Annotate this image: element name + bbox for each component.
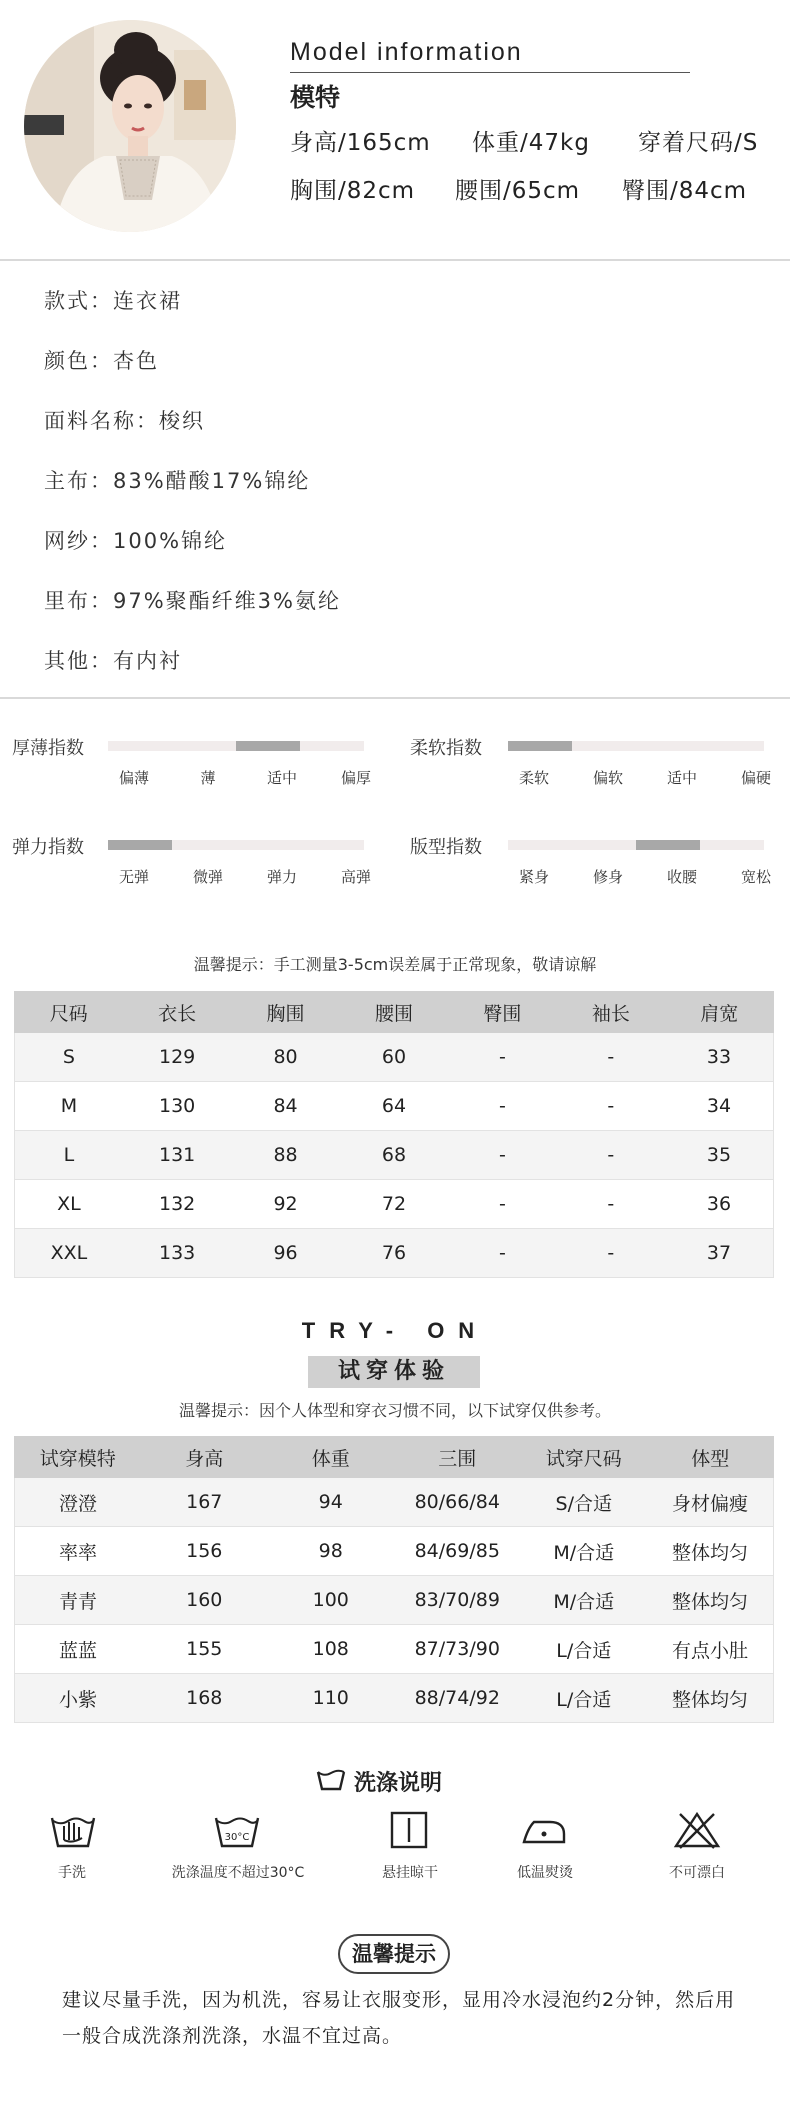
table-cell: 130 (123, 1082, 231, 1131)
size-row (15, 1229, 774, 1278)
column-header: 腰围 (340, 992, 448, 1033)
attr-style: 款式：连衣裙 (44, 289, 182, 313)
table-cell: - (557, 1082, 665, 1131)
table-cell: 整体均匀 (647, 1576, 774, 1625)
index-option: 高弹 (340, 868, 372, 886)
table-cell: 青青 (15, 1576, 142, 1625)
wash-label-hang-dry: 悬挂晾干 (382, 1865, 438, 1881)
table-cell: 68 (340, 1131, 448, 1180)
table-cell: 37 (665, 1229, 773, 1278)
column-header: 衣长 (123, 992, 231, 1033)
table-cell: 60 (340, 1033, 448, 1082)
table-cell: 131 (123, 1131, 231, 1180)
wash-basin-icon (316, 1769, 346, 1793)
divider (0, 259, 790, 261)
table-cell: 156 (141, 1527, 268, 1576)
table-cell: 身材偏瘦 (647, 1478, 774, 1527)
table-cell: 160 (141, 1576, 268, 1625)
low-iron-icon (520, 1810, 570, 1850)
table-cell: L/合适 (521, 1625, 648, 1674)
model-weight: 体重/47kg (472, 130, 590, 156)
tryon-row (15, 1527, 774, 1576)
attr-lining: 里布：97%聚酯纤维3%氨纶 (44, 589, 341, 613)
index-track (108, 840, 364, 850)
column-header: 体重 (268, 1437, 395, 1478)
index-selected-fill (236, 741, 300, 751)
wash-temperature-icon (212, 1810, 262, 1850)
table-cell: 96 (231, 1229, 339, 1278)
table-cell: 72 (340, 1180, 448, 1229)
index-option: 适中 (666, 769, 698, 787)
tips-text: 建议尽量手洗，因为机洗，容易让衣服变形，显用冷水浸泡约2分钟，然后用一般合成洗涤剂洗涤，水温不宜过高。 (62, 1989, 736, 2047)
table-cell: 100 (268, 1576, 395, 1625)
table-cell: 36 (665, 1180, 773, 1229)
tryon-row (15, 1576, 774, 1625)
attr-main-fabric: 主布：83%醋酸17%锦纶 (44, 469, 311, 493)
no-bleach-icon (672, 1810, 722, 1850)
index-option: 弹力 (266, 868, 298, 886)
table-cell: M (15, 1082, 123, 1131)
index-option: 修身 (592, 868, 624, 886)
index-option: 适中 (266, 769, 298, 787)
table-cell: XXL (15, 1229, 123, 1278)
attr-color: 颜色：杏色 (44, 349, 159, 373)
tips-title: 温馨提示 (338, 1934, 450, 1974)
model-bust: 胸围/82cm (290, 178, 416, 204)
table-cell: 84 (231, 1082, 339, 1131)
table-cell: 64 (340, 1082, 448, 1131)
table-cell: 94 (268, 1478, 395, 1527)
column-header: 袖长 (557, 992, 665, 1033)
table-cell: 35 (665, 1131, 773, 1180)
table-cell: 129 (123, 1033, 231, 1082)
table-cell: - (448, 1033, 556, 1082)
index-label: 弹力指数 (12, 837, 84, 858)
wash-temp-text: 30°C (224, 1832, 250, 1843)
index-option: 柔软 (518, 769, 550, 787)
table-cell: 80 (231, 1033, 339, 1082)
attr-mesh: 网纱：100%锦纶 (44, 529, 228, 553)
index-option: 宽松 (740, 868, 772, 886)
table-cell: XL (15, 1180, 123, 1229)
table-cell: 110 (268, 1674, 395, 1723)
index-label: 厚薄指数 (12, 738, 84, 759)
size-table (14, 991, 774, 1278)
index-option: 偏厚 (340, 769, 372, 787)
index-track (508, 741, 764, 751)
column-header: 身高 (141, 1437, 268, 1478)
index-option: 紧身 (518, 868, 550, 886)
size-row (15, 1180, 774, 1229)
index-option: 收腰 (666, 868, 698, 886)
table-cell: 88/74/92 (394, 1674, 521, 1723)
table-cell: M/合适 (521, 1576, 648, 1625)
tryon-note: 温馨提示：因个人体型和穿衣习惯不同，以下试穿仅供参考。 (178, 1401, 611, 1420)
table-cell: 167 (141, 1478, 268, 1527)
wash-label-iron: 低温熨烫 (517, 1865, 573, 1881)
index-option: 偏薄 (118, 769, 150, 787)
table-cell: 76 (340, 1229, 448, 1278)
table-cell: 整体均匀 (647, 1674, 774, 1723)
column-header: 体型 (647, 1437, 774, 1478)
column-header: 试穿模特 (15, 1437, 142, 1478)
table-cell: 88 (231, 1131, 339, 1180)
hand-wash-icon (48, 1810, 98, 1850)
washing-title: 洗涤说明 (354, 1770, 443, 1796)
table-cell: 澄澄 (15, 1478, 142, 1527)
tryon-title-en: TRY- ON (301, 1318, 489, 1343)
index-option: 无弹 (118, 868, 150, 886)
table-cell: 132 (123, 1180, 231, 1229)
tryon-row (15, 1674, 774, 1723)
table-cell: S/合适 (521, 1478, 648, 1527)
tryon-title-cn: 试穿体验 (308, 1356, 480, 1388)
size-table-header (15, 992, 774, 1033)
table-cell: - (448, 1131, 556, 1180)
table-cell: 有点小肚 (647, 1625, 774, 1674)
table-cell: - (448, 1180, 556, 1229)
index-selected-fill (108, 840, 172, 850)
table-cell: M/合适 (521, 1527, 648, 1576)
size-row (15, 1082, 774, 1131)
index-track (108, 741, 364, 751)
tryon-row (15, 1478, 774, 1527)
table-cell: - (448, 1229, 556, 1278)
attr-fabric-name: 面料名称：梭织 (44, 409, 205, 433)
model-size: 穿着尺码/S (638, 130, 759, 156)
table-cell: 整体均匀 (647, 1527, 774, 1576)
table-cell: - (448, 1082, 556, 1131)
table-cell: - (557, 1033, 665, 1082)
index-label: 柔软指数 (410, 738, 482, 759)
wash-label-temperature: 洗涤温度不超过30°C (171, 1865, 305, 1881)
size-row (15, 1131, 774, 1180)
index-option: 薄 (200, 769, 216, 787)
model-photo-illustration (24, 20, 236, 232)
column-header: 臀围 (448, 992, 556, 1033)
column-header: 尺码 (15, 992, 123, 1033)
hang-dry-icon (384, 1810, 434, 1850)
index-selected-fill (636, 840, 700, 850)
wash-label-no-bleach: 不可漂白 (669, 1865, 725, 1881)
table-cell: 34 (665, 1082, 773, 1131)
table-cell: 83/70/89 (394, 1576, 521, 1625)
table-cell: - (557, 1131, 665, 1180)
table-cell: 33 (665, 1033, 773, 1082)
column-header: 肩宽 (665, 992, 773, 1033)
table-cell: 168 (141, 1674, 268, 1723)
table-cell: L/合适 (521, 1674, 648, 1723)
tryon-table (14, 1436, 774, 1723)
tryon-table-header (15, 1437, 774, 1478)
index-track (508, 840, 764, 850)
table-cell: 蓝蓝 (15, 1625, 142, 1674)
tryon-row (15, 1625, 774, 1674)
size-row (15, 1033, 774, 1082)
table-cell: - (557, 1180, 665, 1229)
table-cell: 84/69/85 (394, 1527, 521, 1576)
column-header: 胸围 (231, 992, 339, 1033)
index-option: 微弹 (192, 868, 224, 886)
index-option: 偏软 (592, 769, 624, 787)
model-waist: 腰围/65cm (455, 178, 581, 204)
attr-other: 其他：有内衬 (44, 649, 182, 673)
wash-label-hand: 手洗 (58, 1865, 86, 1881)
model-height: 身高/165cm (290, 130, 431, 156)
column-header: 试穿尺码 (521, 1437, 648, 1478)
table-cell: L (15, 1131, 123, 1180)
column-header: 三围 (394, 1437, 521, 1478)
model-avatar (24, 20, 236, 232)
washing-header (316, 1766, 442, 1796)
divider (0, 697, 790, 699)
model-title-en: Model information (290, 38, 523, 66)
table-cell: 率率 (15, 1527, 142, 1576)
model-hip: 臀围/84cm (622, 178, 748, 204)
index-selected-fill (508, 741, 572, 751)
table-cell: 133 (123, 1229, 231, 1278)
table-cell: 98 (268, 1527, 395, 1576)
index-option: 偏硬 (740, 769, 772, 787)
table-cell: 87/73/90 (394, 1625, 521, 1674)
size-note: 温馨提示：手工测量3-5cm误差属于正常现象，敬请谅解 (193, 955, 597, 974)
table-cell: - (557, 1229, 665, 1278)
table-cell: 小紫 (15, 1674, 142, 1723)
model-info-section (0, 0, 790, 262)
table-cell: 92 (231, 1180, 339, 1229)
model-title-cn: 模特 (290, 83, 341, 112)
table-cell: 108 (268, 1625, 395, 1674)
table-cell: 80/66/84 (394, 1478, 521, 1527)
index-label: 版型指数 (410, 837, 482, 858)
table-cell: 155 (141, 1625, 268, 1674)
model-title-underline (290, 72, 690, 73)
table-cell: S (15, 1033, 123, 1082)
